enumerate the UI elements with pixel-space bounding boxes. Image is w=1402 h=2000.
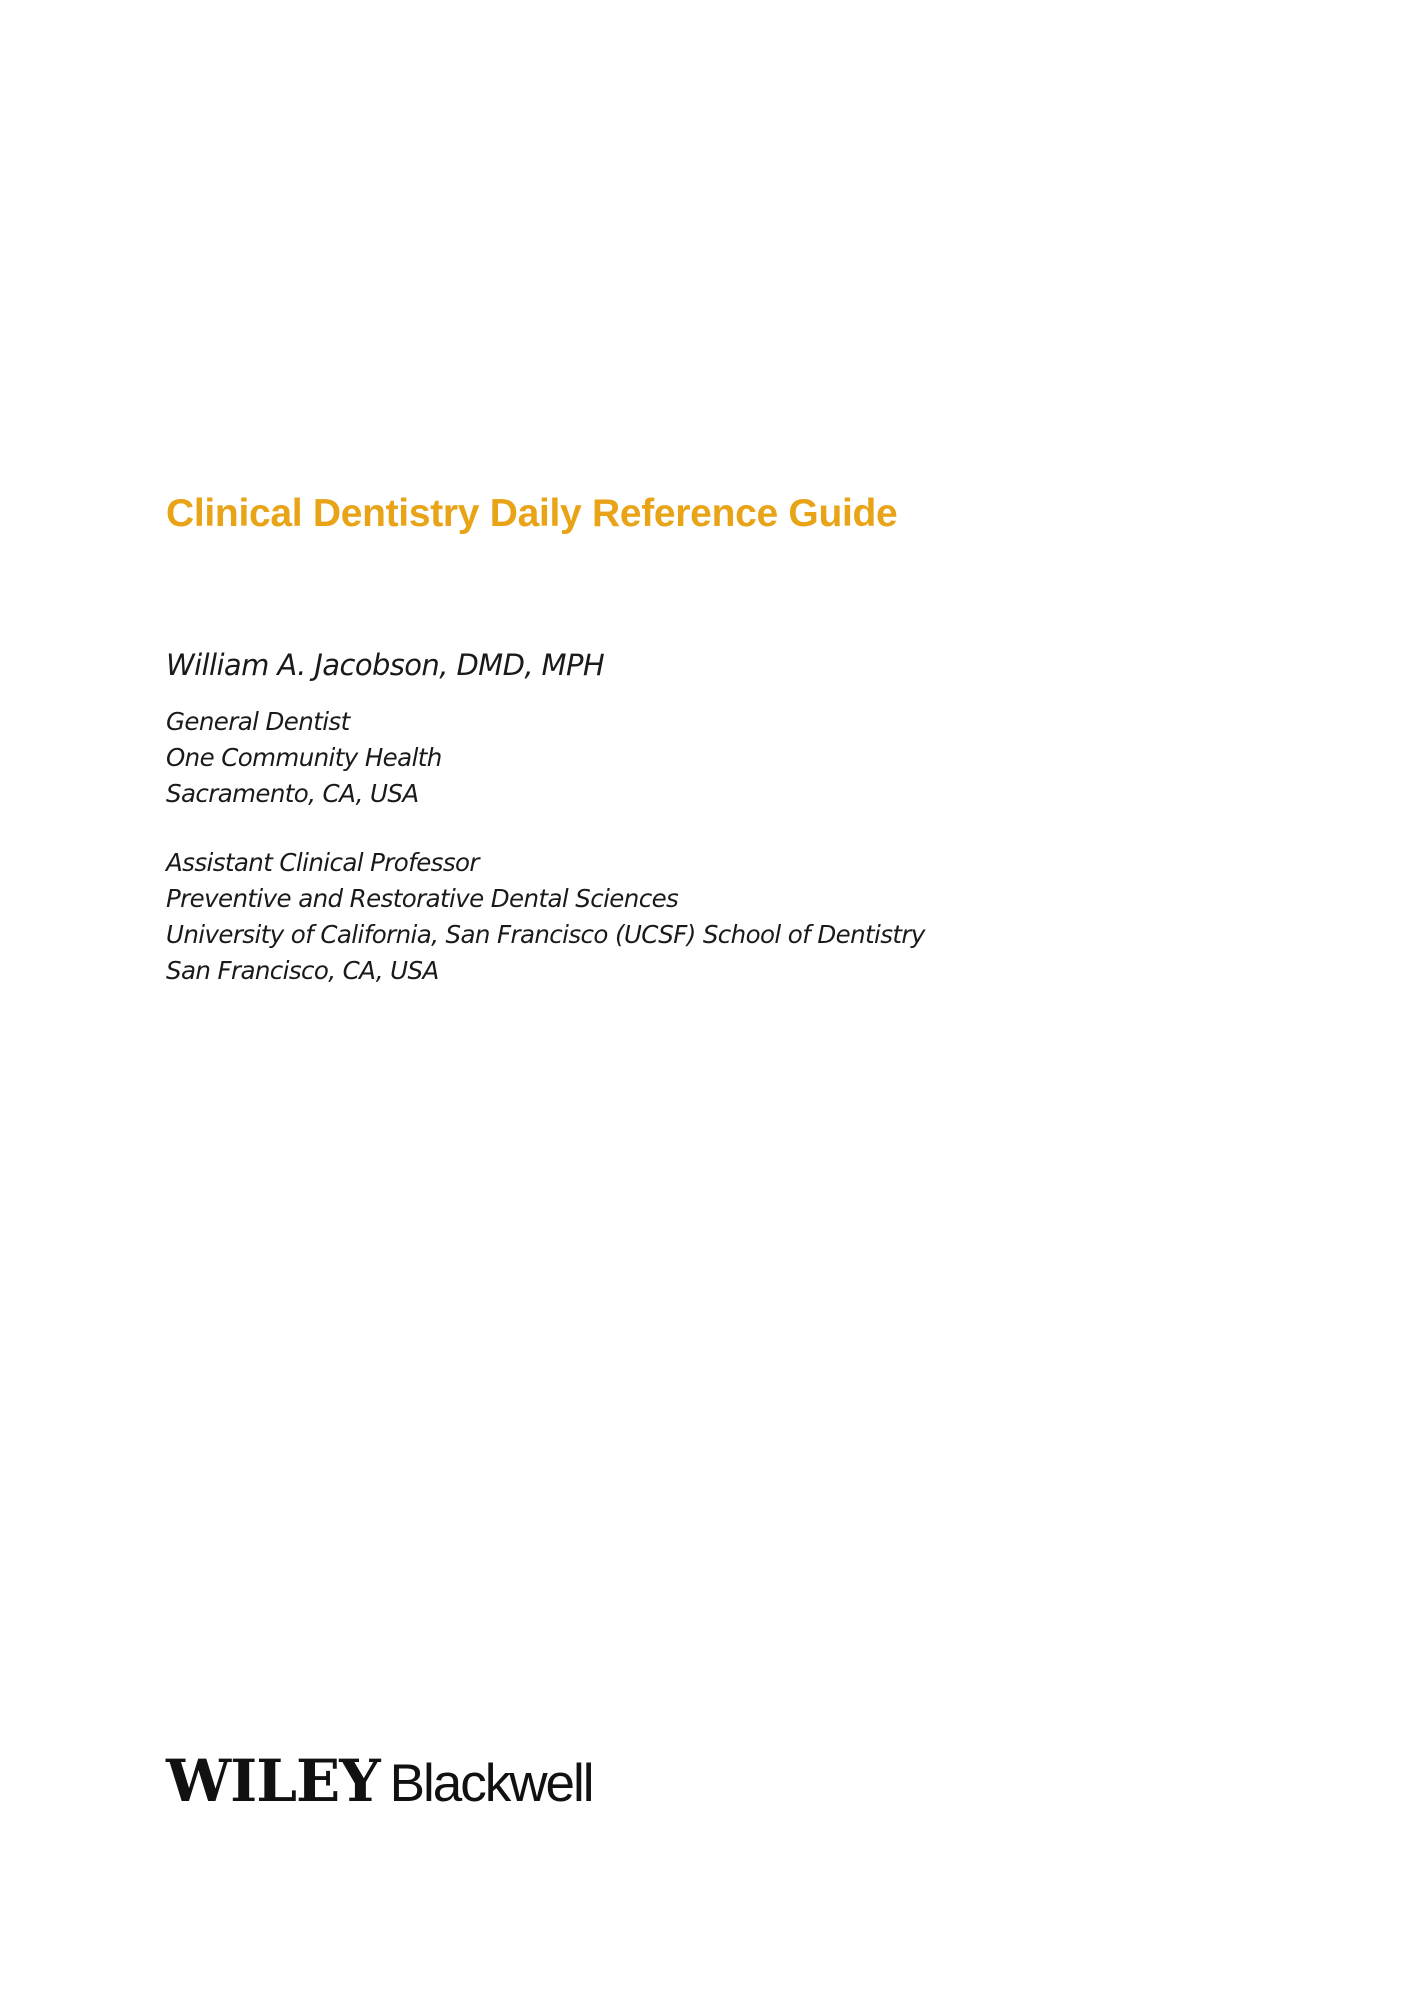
affiliation-line: General Dentist <box>166 707 350 736</box>
book-title: Clinical Dentistry Daily Reference Guide <box>166 492 898 535</box>
wiley-wordmark: WILEY <box>166 1747 380 1815</box>
affiliation-line: University of California, San Francisco (UCSF) School of Dentistry <box>166 920 925 949</box>
affiliation-block-secondary <box>166 845 925 989</box>
blackwell-wordmark: Blackwell <box>389 1754 593 1813</box>
affiliation-block-primary <box>166 704 442 812</box>
author-name: William A. Jacobson, DMD, MPH <box>166 648 605 682</box>
affiliation-line: San Francisco, CA, USA <box>166 956 439 985</box>
affiliation-line: Preventive and Restorative Dental Sciences <box>166 884 679 913</box>
affiliation-line: One Community Health <box>166 743 442 772</box>
affiliation-line: Sacramento, CA, USA <box>166 779 419 808</box>
affiliation-line: Assistant Clinical Professor <box>166 848 479 877</box>
publisher-logo <box>166 1747 593 1815</box>
